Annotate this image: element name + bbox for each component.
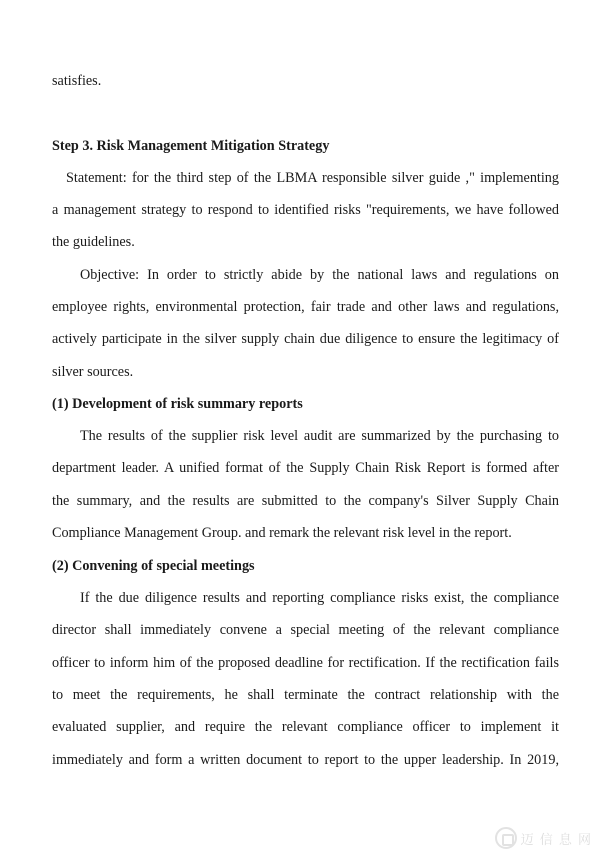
text-line: department leader. A unified format of the Supply Chain Risk Report is formed after: [52, 460, 559, 476]
text-line: the guidelines.: [52, 234, 135, 250]
text-line: Compliance Management Group. and remark the relevant risk level in the report.: [52, 525, 512, 541]
text-line: director shall immediately convene a special meeting of the relevant compliance: [52, 622, 559, 638]
watermark: [495, 827, 592, 849]
text-line: evaluated supplier, and require the relevant compliance officer to implement it: [52, 719, 559, 735]
text-line: employee rights, environmental protection, fair trade and other laws and regulations,: [52, 299, 559, 315]
text-line: satisfies.: [52, 73, 102, 89]
subheading-special-meetings: (2) Convening of special meetings: [52, 558, 255, 574]
text-line: a management strategy to respond to identified risks "requirements, we have followed: [52, 202, 559, 218]
text-line: The results of the supplier risk level audit are summarized by the purchasing to: [80, 428, 559, 444]
watermark-text: 迈 信 息 网: [520, 832, 592, 848]
text-line: officer to inform him of the proposed deadline for rectification. If the rectification fails: [52, 655, 559, 671]
statement-line: Statement: for the third step of the LBMA responsible silver guide ," implementing: [66, 170, 559, 186]
text-line: actively participate in the silver supply chain due diligence to ensure the legitimacy of: [52, 331, 559, 347]
text-line: to meet the requirements, he shall terminate the contract relationship with the: [52, 687, 559, 703]
document-page: [52, 0, 559, 857]
logo-icon: [495, 827, 517, 849]
objective-line: Objective: In order to strictly abide by the national laws and regulations on: [80, 267, 559, 283]
section-heading-step-3: Step 3. Risk Management Mitigation Strategy: [52, 138, 330, 154]
text-line: immediately and form a written document to report to the upper leadership. In 2019,: [52, 752, 559, 768]
subheading-risk-summary-reports: (1) Development of risk summary reports: [52, 396, 303, 412]
text-line: silver sources.: [52, 364, 134, 380]
text-line: the summary, and the results are submitted to the company's Silver Supply Chain: [52, 493, 559, 509]
text-line: If the due diligence results and reporting compliance risks exist, the compliance: [80, 590, 559, 606]
